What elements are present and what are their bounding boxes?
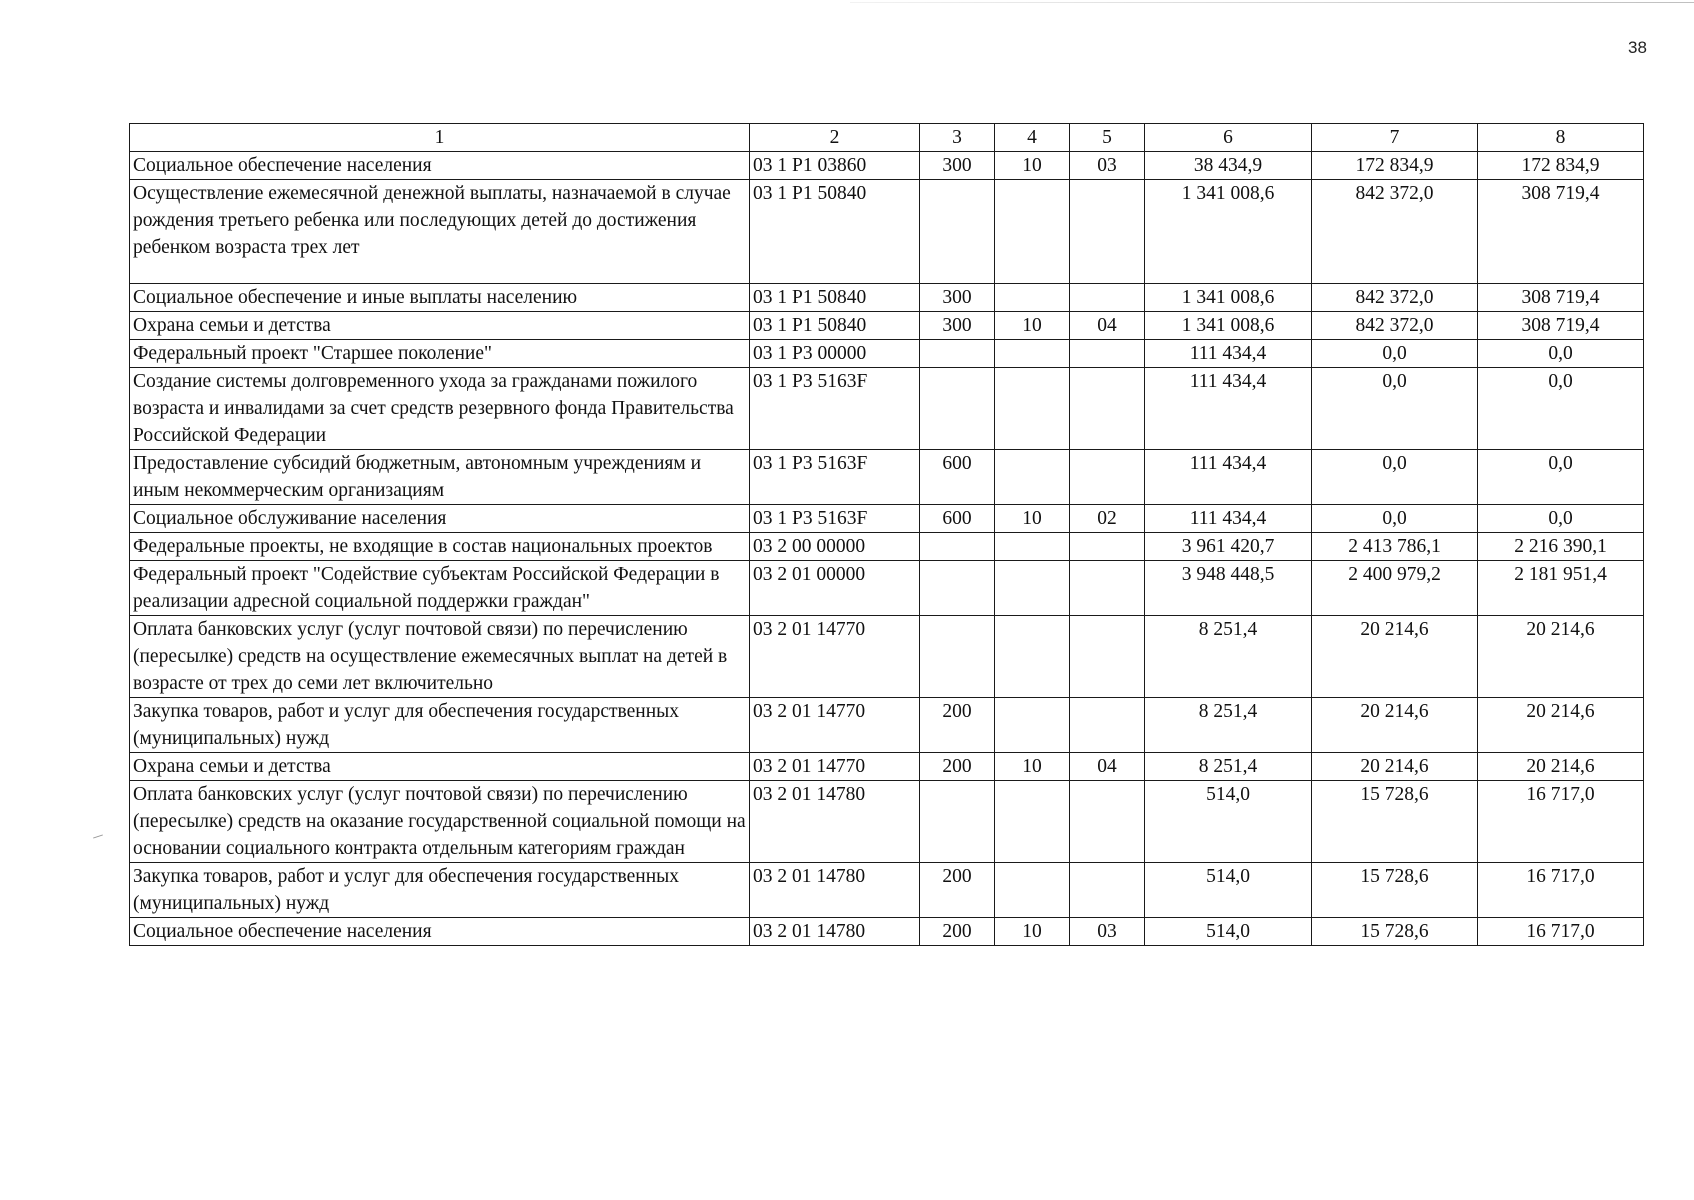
row-name-cell: Социальное обеспечение населения (130, 152, 750, 180)
subsection-cell: 04 (1070, 312, 1145, 340)
table-row (130, 152, 1644, 180)
code-cell: 03 2 01 14770 (750, 616, 920, 698)
amount-col6-cell: 514,0 (1145, 781, 1312, 863)
row-name-cell: Создание системы долговременного ухода за гражданами пожилого возраста и инвалидами за счет средств резервного фонда Правительства Российской Федерации (130, 368, 750, 450)
amount-col8-cell: 308 719,4 (1478, 180, 1644, 284)
amount-col6-cell: 38 434,9 (1145, 152, 1312, 180)
expense-type-cell: 200 (920, 863, 995, 918)
row-name-cell: Федеральный проект "Старшее поколение" (130, 340, 750, 368)
code-cell: 03 2 01 14780 (750, 918, 920, 946)
subsection-cell (1070, 616, 1145, 698)
subsection-cell (1070, 781, 1145, 863)
amount-col6-cell: 3 961 420,7 (1145, 533, 1312, 561)
table-row (130, 180, 1644, 284)
row-name-cell: Федеральные проекты, не входящие в состав национальных проектов (130, 533, 750, 561)
table-row (130, 450, 1644, 505)
scan-edge-line (850, 2, 1694, 3)
row-name-cell: Социальное обслуживание населения (130, 505, 750, 533)
expense-type-cell (920, 180, 995, 284)
amount-col6-cell: 1 341 008,6 (1145, 180, 1312, 284)
expense-type-cell (920, 781, 995, 863)
section-cell (995, 180, 1070, 284)
expense-type-cell: 600 (920, 450, 995, 505)
amount-col8-cell: 20 214,6 (1478, 698, 1644, 753)
amount-col7-cell: 2 413 786,1 (1312, 533, 1478, 561)
amount-col6-cell: 514,0 (1145, 918, 1312, 946)
subsection-cell (1070, 180, 1145, 284)
expense-type-cell: 600 (920, 505, 995, 533)
code-cell: 03 2 00 00000 (750, 533, 920, 561)
subsection-cell (1070, 340, 1145, 368)
amount-col8-cell: 20 214,6 (1478, 616, 1644, 698)
section-cell (995, 450, 1070, 505)
expense-type-cell: 300 (920, 284, 995, 312)
amount-col7-cell: 20 214,6 (1312, 753, 1478, 781)
table-row (130, 505, 1644, 533)
amount-col8-cell: 0,0 (1478, 340, 1644, 368)
code-cell: 03 1 P3 5163F (750, 450, 920, 505)
subsection-cell (1070, 561, 1145, 616)
row-name-cell: Оплата банковских услуг (услуг почтовой связи) по перечислению (пересылке) средств на оказание государственной социальной помощи на основании социального контракта отдельным категориям граждан (130, 781, 750, 863)
column-header: 8 (1478, 124, 1644, 152)
amount-col8-cell: 308 719,4 (1478, 312, 1644, 340)
table-row (130, 918, 1644, 946)
section-cell (995, 533, 1070, 561)
amount-col7-cell: 20 214,6 (1312, 616, 1478, 698)
amount-col8-cell: 2 181 951,4 (1478, 561, 1644, 616)
subsection-cell: 03 (1070, 152, 1145, 180)
amount-col8-cell: 2 216 390,1 (1478, 533, 1644, 561)
section-cell: 10 (995, 152, 1070, 180)
column-header: 1 (130, 124, 750, 152)
amount-col7-cell: 842 372,0 (1312, 312, 1478, 340)
section-cell: 10 (995, 312, 1070, 340)
subsection-cell (1070, 284, 1145, 312)
amount-col6-cell: 111 434,4 (1145, 450, 1312, 505)
expense-type-cell (920, 368, 995, 450)
table-body (130, 152, 1644, 946)
expense-type-cell (920, 533, 995, 561)
amount-col8-cell: 16 717,0 (1478, 781, 1644, 863)
subsection-cell: 02 (1070, 505, 1145, 533)
section-cell: 10 (995, 753, 1070, 781)
expense-type-cell (920, 340, 995, 368)
code-cell: 03 1 P3 5163F (750, 368, 920, 450)
code-cell: 03 1 P3 00000 (750, 340, 920, 368)
subsection-cell (1070, 863, 1145, 918)
subsection-cell: 04 (1070, 753, 1145, 781)
subsection-cell (1070, 533, 1145, 561)
amount-col8-cell: 308 719,4 (1478, 284, 1644, 312)
table-row (130, 561, 1644, 616)
row-name-cell: Социальное обеспечение и иные выплаты населению (130, 284, 750, 312)
subsection-cell (1070, 368, 1145, 450)
expense-type-cell: 200 (920, 918, 995, 946)
amount-col6-cell: 1 341 008,6 (1145, 312, 1312, 340)
section-cell (995, 561, 1070, 616)
section-cell: 10 (995, 505, 1070, 533)
row-name-cell: Предоставление субсидий бюджетным, автономным учреждениям и иным некоммерческим организациям (130, 450, 750, 505)
row-name-cell: Охрана семьи и детства (130, 312, 750, 340)
amount-col7-cell: 0,0 (1312, 505, 1478, 533)
amount-col8-cell: 0,0 (1478, 505, 1644, 533)
amount-col6-cell: 3 948 448,5 (1145, 561, 1312, 616)
code-cell: 03 1 P1 03860 (750, 152, 920, 180)
amount-col7-cell: 15 728,6 (1312, 781, 1478, 863)
amount-col6-cell: 111 434,4 (1145, 340, 1312, 368)
row-name-cell: Оплата банковских услуг (услуг почтовой связи) по перечислению (пересылке) средств на осуществление ежемесячных выплат на детей в возрасте от трех до семи лет включительно (130, 616, 750, 698)
code-cell: 03 2 01 14780 (750, 863, 920, 918)
section-cell (995, 616, 1070, 698)
amount-col8-cell: 16 717,0 (1478, 918, 1644, 946)
table-row (130, 312, 1644, 340)
code-cell: 03 1 P1 50840 (750, 180, 920, 284)
table-row (130, 533, 1644, 561)
amount-col6-cell: 8 251,4 (1145, 753, 1312, 781)
code-cell: 03 1 P3 5163F (750, 505, 920, 533)
expense-type-cell: 300 (920, 152, 995, 180)
column-number-row (130, 124, 1644, 152)
row-name-cell: Федеральный проект "Содействие субъектам Российской Федерации в реализации адресной социальной поддержки граждан" (130, 561, 750, 616)
expense-type-cell: 200 (920, 753, 995, 781)
scan-artifact-mark (93, 834, 103, 838)
table-row (130, 863, 1644, 918)
amount-col7-cell: 0,0 (1312, 340, 1478, 368)
amount-col8-cell: 0,0 (1478, 368, 1644, 450)
code-cell: 03 1 P1 50840 (750, 284, 920, 312)
section-cell (995, 284, 1070, 312)
section-cell (995, 368, 1070, 450)
table-row (130, 616, 1644, 698)
column-header: 7 (1312, 124, 1478, 152)
amount-col7-cell: 15 728,6 (1312, 918, 1478, 946)
column-header: 5 (1070, 124, 1145, 152)
row-name-cell: Закупка товаров, работ и услуг для обеспечения государственных (муниципальных) нужд (130, 698, 750, 753)
table-row (130, 368, 1644, 450)
section-cell (995, 863, 1070, 918)
amount-col7-cell: 0,0 (1312, 450, 1478, 505)
page-number: 38 (1628, 38, 1647, 57)
section-cell (995, 698, 1070, 753)
amount-col8-cell: 172 834,9 (1478, 152, 1644, 180)
amount-col6-cell: 111 434,4 (1145, 368, 1312, 450)
column-header: 2 (750, 124, 920, 152)
row-name-cell: Закупка товаров, работ и услуг для обеспечения государственных (муниципальных) нужд (130, 863, 750, 918)
amount-col8-cell: 16 717,0 (1478, 863, 1644, 918)
section-cell (995, 340, 1070, 368)
amount-col7-cell: 842 372,0 (1312, 284, 1478, 312)
subsection-cell (1070, 450, 1145, 505)
amount-col7-cell: 2 400 979,2 (1312, 561, 1478, 616)
column-header: 6 (1145, 124, 1312, 152)
budget-table (129, 123, 1644, 946)
expense-type-cell: 200 (920, 698, 995, 753)
section-cell: 10 (995, 918, 1070, 946)
row-name-cell: Охрана семьи и детства (130, 753, 750, 781)
code-cell: 03 1 P1 50840 (750, 312, 920, 340)
expense-type-cell: 300 (920, 312, 995, 340)
amount-col6-cell: 8 251,4 (1145, 616, 1312, 698)
column-header: 3 (920, 124, 995, 152)
amount-col7-cell: 15 728,6 (1312, 863, 1478, 918)
amount-col8-cell: 20 214,6 (1478, 753, 1644, 781)
amount-col7-cell: 20 214,6 (1312, 698, 1478, 753)
table-row (130, 340, 1644, 368)
amount-col6-cell: 514,0 (1145, 863, 1312, 918)
column-header: 4 (995, 124, 1070, 152)
code-cell: 03 2 01 14770 (750, 698, 920, 753)
amount-col6-cell: 1 341 008,6 (1145, 284, 1312, 312)
table-row (130, 753, 1644, 781)
row-name-cell: Осуществление ежемесячной денежной выплаты, назначаемой в случае рождения третьего ребенка или последующих детей до достижения ребенком возраста трех лет (130, 180, 750, 284)
subsection-cell: 03 (1070, 918, 1145, 946)
section-cell (995, 781, 1070, 863)
code-cell: 03 2 01 00000 (750, 561, 920, 616)
amount-col7-cell: 0,0 (1312, 368, 1478, 450)
expense-type-cell (920, 616, 995, 698)
table-row (130, 781, 1644, 863)
amount-col6-cell: 111 434,4 (1145, 505, 1312, 533)
expense-type-cell (920, 561, 995, 616)
amount-col8-cell: 0,0 (1478, 450, 1644, 505)
subsection-cell (1070, 698, 1145, 753)
table-row (130, 698, 1644, 753)
row-name-cell: Социальное обеспечение населения (130, 918, 750, 946)
code-cell: 03 2 01 14770 (750, 753, 920, 781)
table-row (130, 284, 1644, 312)
amount-col7-cell: 842 372,0 (1312, 180, 1478, 284)
amount-col7-cell: 172 834,9 (1312, 152, 1478, 180)
amount-col6-cell: 8 251,4 (1145, 698, 1312, 753)
code-cell: 03 2 01 14780 (750, 781, 920, 863)
